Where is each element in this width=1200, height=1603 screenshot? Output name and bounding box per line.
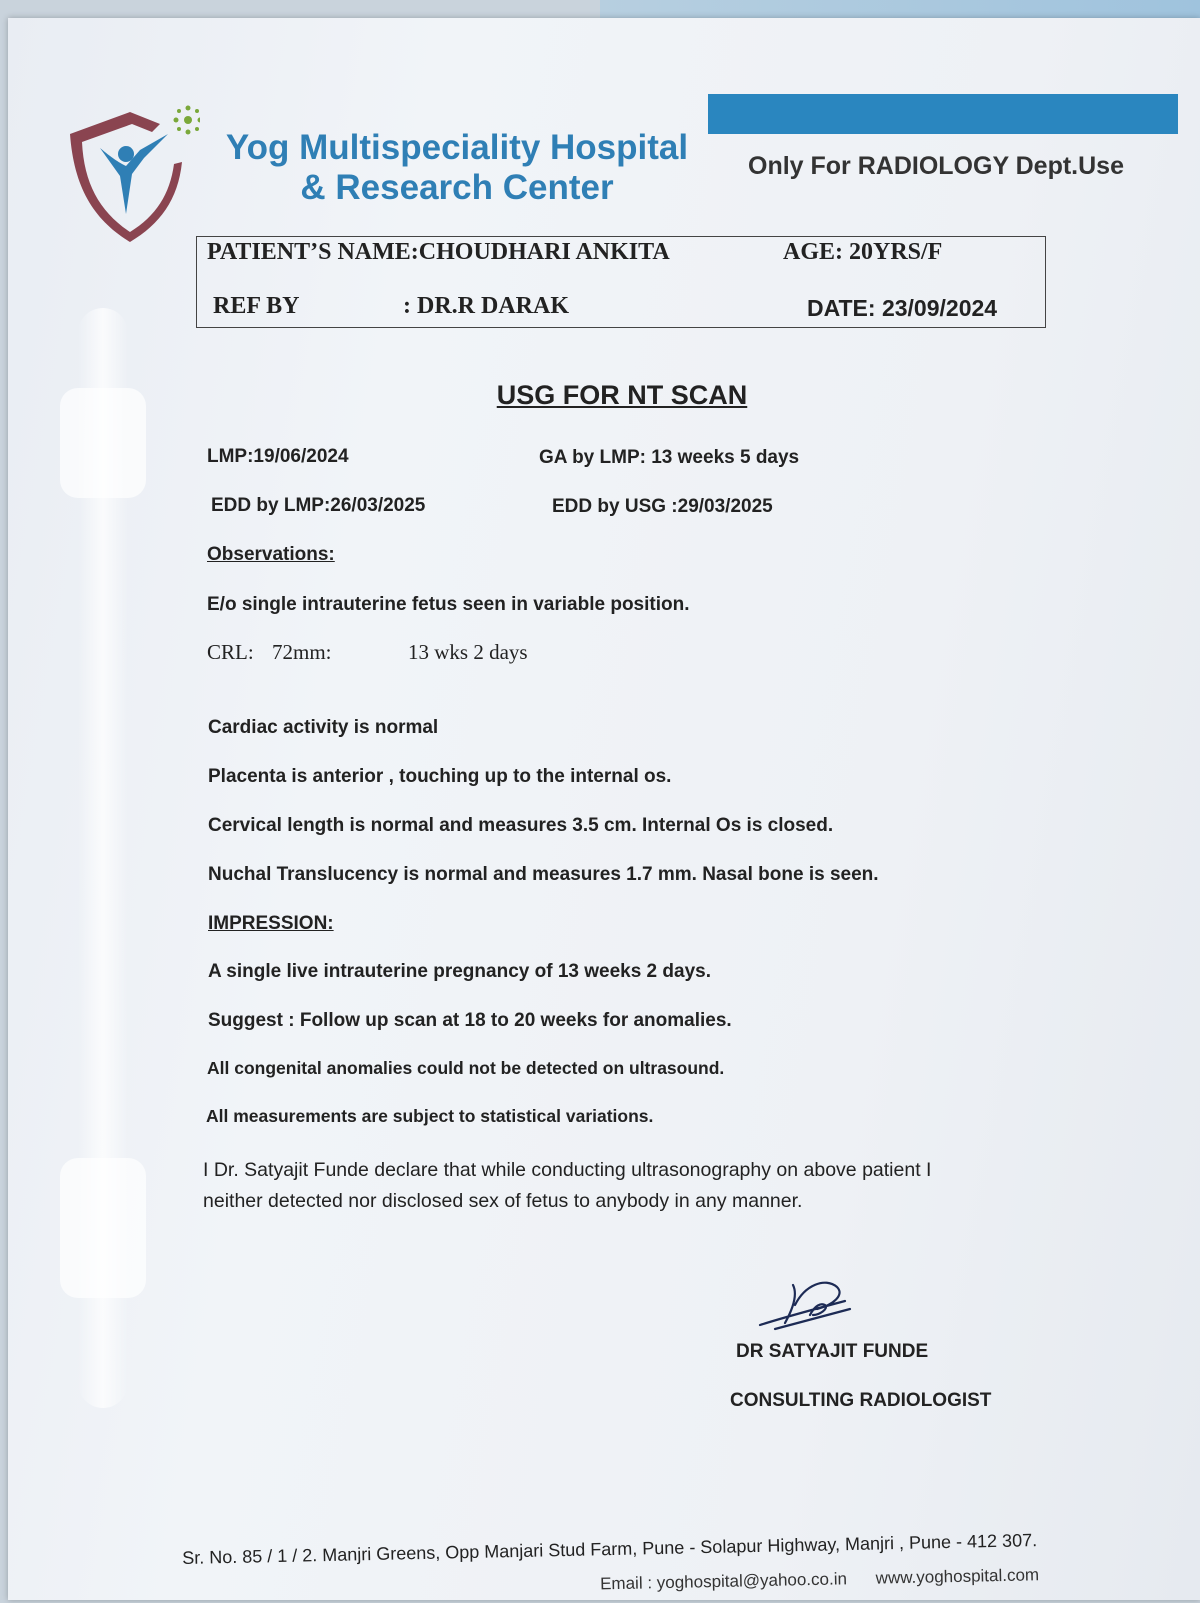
ga-by-lmp: GA by LMP: 13 weeks 5 days — [539, 447, 800, 468]
crl-age: 13 wks 2 days — [408, 640, 528, 664]
footer-email: Email : yoghospital@yahoo.co.in — [599, 1569, 848, 1594]
cervical-length: Cervical length is normal and measures 3.5 cm. Internal Os is closed. — [208, 815, 834, 836]
placenta: Placenta is anterior , touching up to the internal os. — [208, 766, 672, 787]
footer-website: www.yoghospital.com — [875, 1565, 1040, 1588]
suggestion: Suggest : Follow up scan at 18 to 20 weeks for anomalies. — [208, 1010, 732, 1031]
nuchal-translucency: Nuchal Translucency is normal and measures 1.7 mm. Nasal bone is seen. — [208, 864, 879, 885]
radiologist-name: DR SATYAJIT FUNDE — [736, 1341, 929, 1362]
hospital-name-line2: & Research Center — [300, 168, 614, 207]
hospital-name — [212, 128, 702, 208]
disclaimer-measurements: All measurements are subject to statistical variations. — [206, 1106, 654, 1126]
lmp: LMP:19/06/2024 — [207, 446, 349, 467]
impression-heading: IMPRESSION: — [208, 913, 334, 934]
file-clip-knob-bottom — [60, 1158, 146, 1298]
signature-image — [755, 1265, 865, 1340]
patient-name: PATIENT’S NAME:CHOUDHARI ANKITA — [207, 239, 670, 265]
impression: A single live intrauterine pregnancy of 13 weeks 2 days. — [208, 961, 711, 982]
report-date: DATE: 23/09/2024 — [807, 295, 998, 321]
hospital-logo-icon — [60, 104, 200, 244]
report-title: USG FOR NT SCAN — [496, 380, 748, 410]
crl-value: 72mm: — [272, 640, 332, 664]
ref-by-value: : DR.R DARAK — [403, 293, 569, 319]
patient-age: AGE: 20YRS/F — [783, 239, 943, 265]
edd-by-lmp: EDD by LMP:26/03/2025 — [211, 495, 426, 516]
header-blue-bar — [708, 94, 1178, 134]
hospital-name-line1: Yog Multispeciality Hospital — [225, 128, 689, 167]
footer-address: Sr. No. 85 / 1 / 2. Manjri Greens, Opp Manjari Stud Farm, Pune - Solapur Highway, Manjri , Pune - 412 307. — [182, 1530, 1038, 1568]
crl-label: CRL: — [207, 640, 254, 664]
obs-fetus: E/o single intrauterine fetus seen in variable position. — [207, 594, 690, 615]
patient-info-box — [196, 236, 1046, 328]
radiologist-title: CONSULTING RADIOLOGIST — [730, 1390, 992, 1411]
cardiac-activity: Cardiac activity is normal — [208, 717, 439, 738]
disclaimer-congenital: All congenital anomalies could not be detected on ultrasound. — [207, 1058, 725, 1078]
declaration: I Dr. Satyajit Funde declare that while conducting ultrasonography on above patient I neither detected nor disclosed sex of fetus to anybody in any manner. — [203, 1159, 932, 1212]
ref-by-label: REF BY — [213, 293, 300, 319]
edd-by-usg: EDD by USG :29/03/2025 — [552, 496, 773, 517]
observations-heading: Observations: — [207, 544, 335, 565]
radiology-note: Only For RADIOLOGY Dept.Use — [748, 152, 1124, 180]
